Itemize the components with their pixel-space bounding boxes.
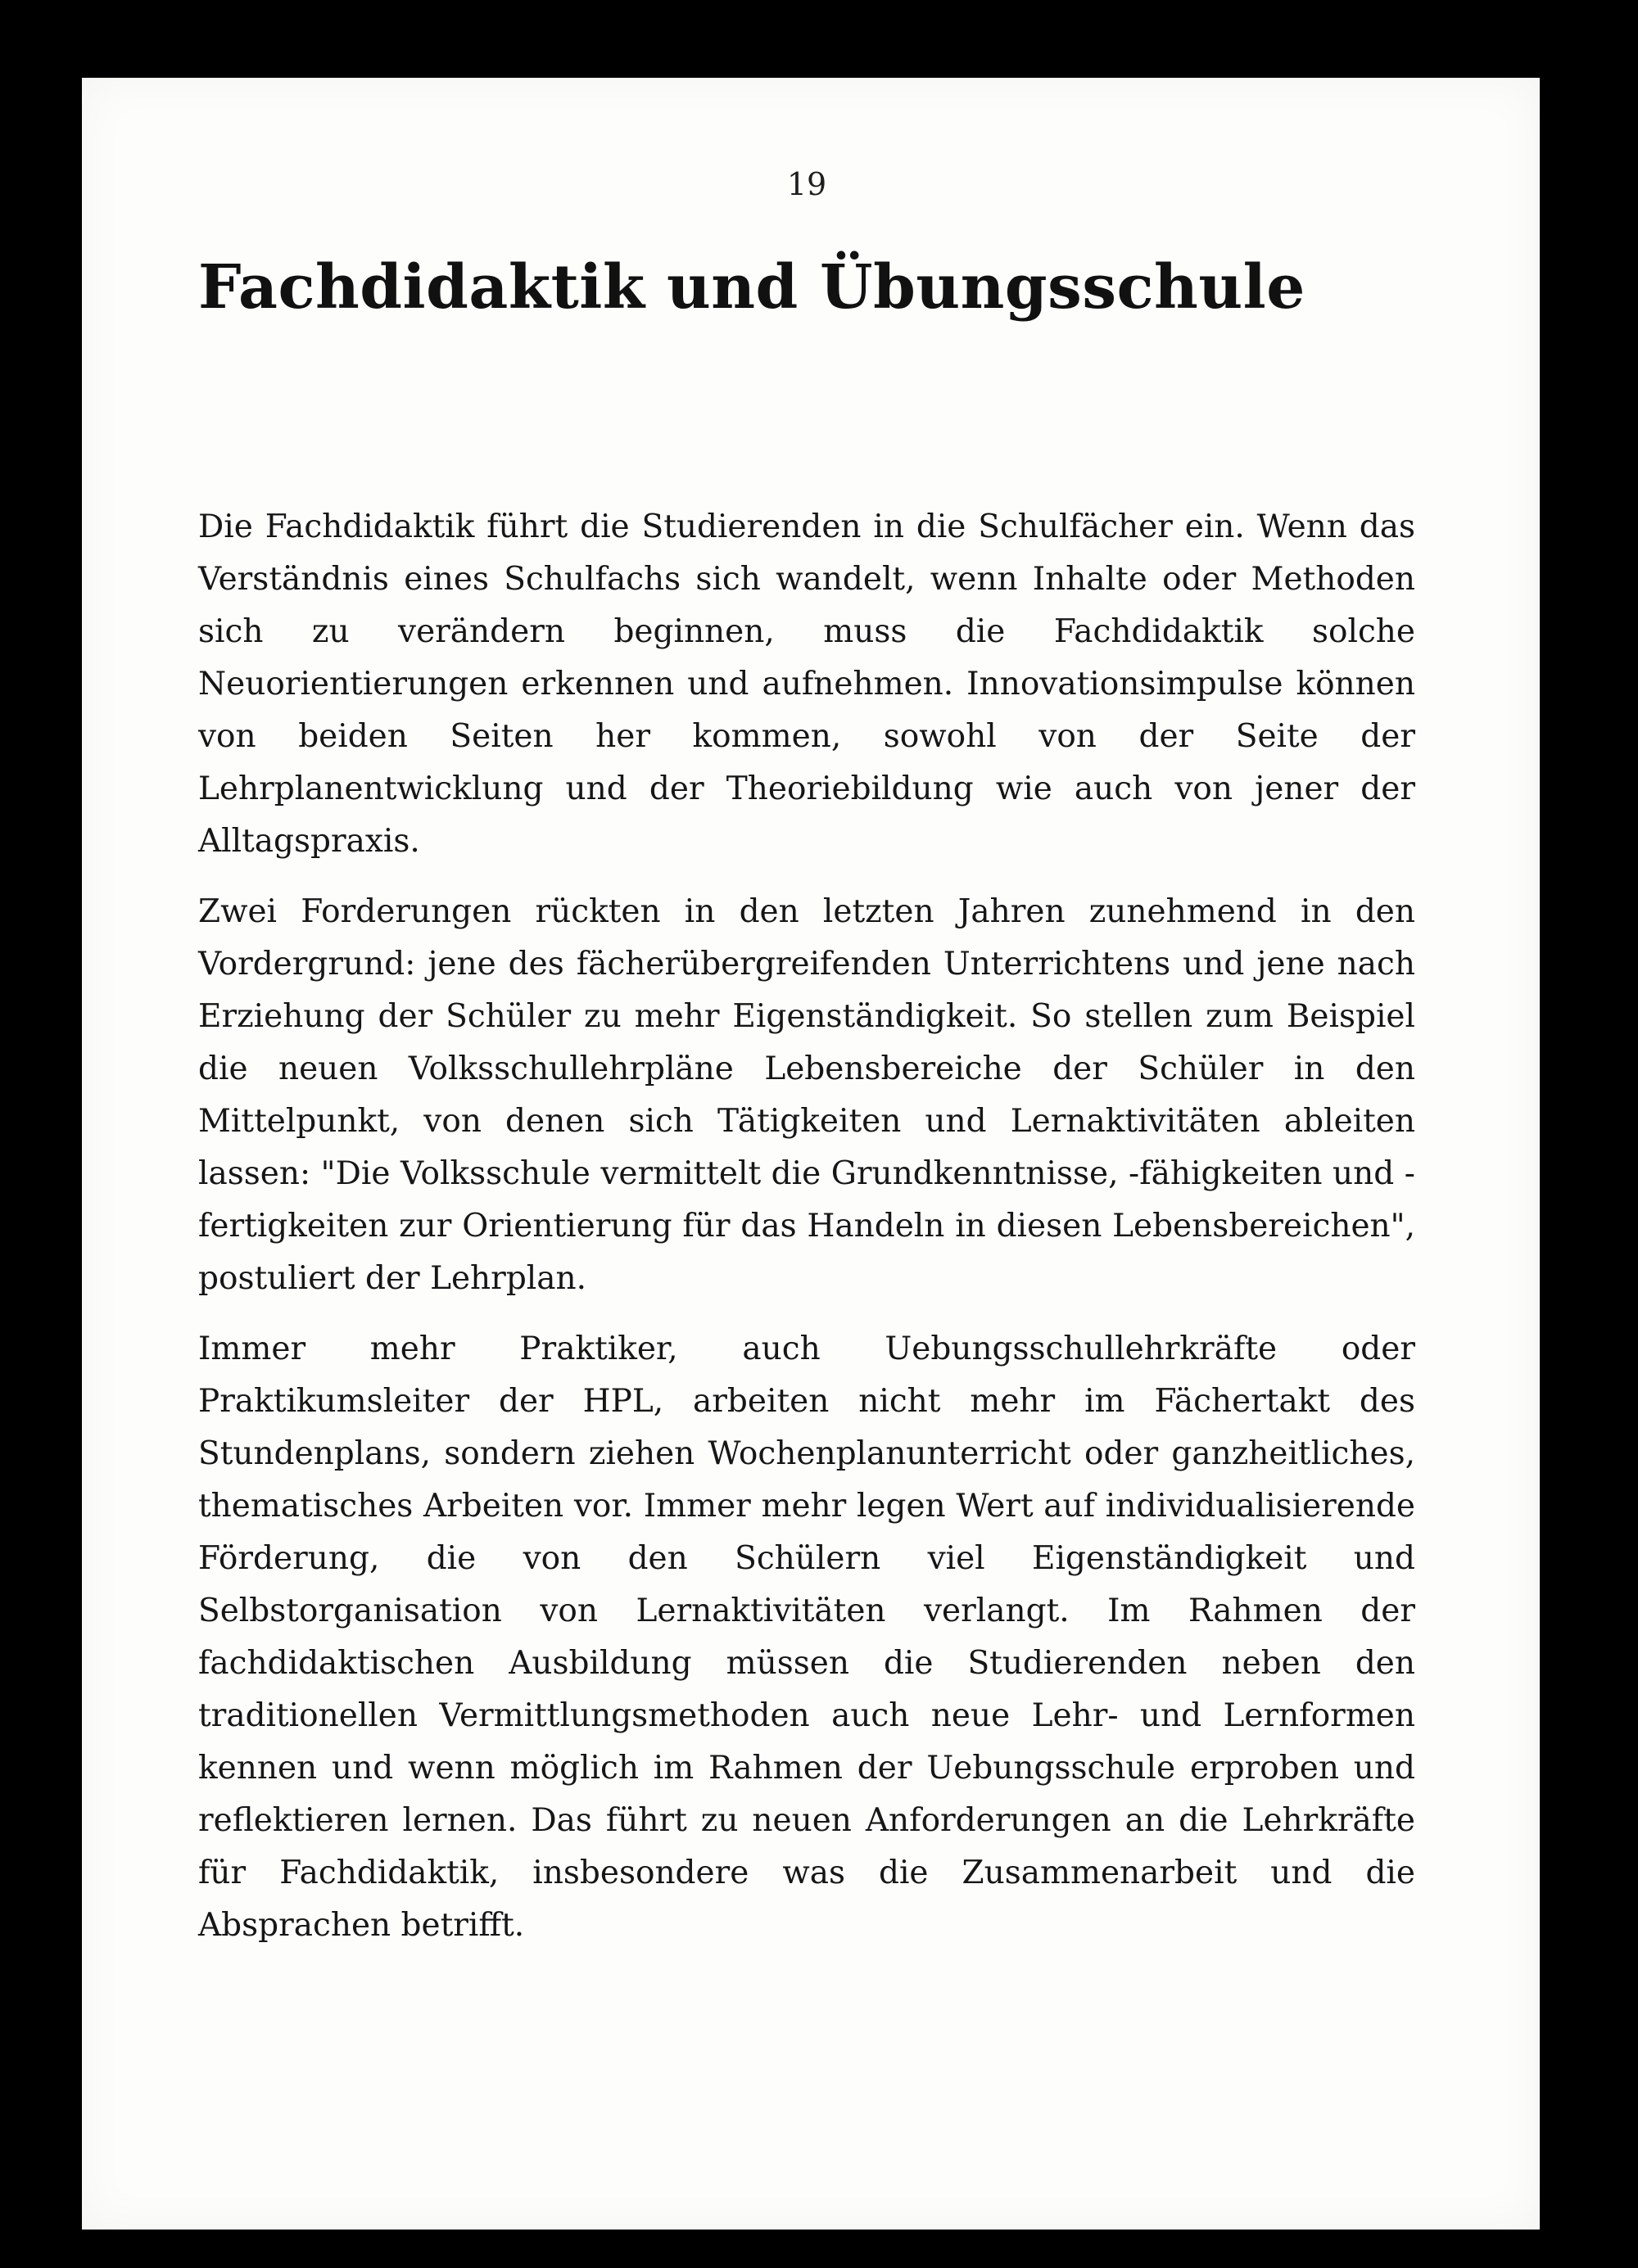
body-text xyxy=(198,501,1415,1952)
paragraph-2: Zwei Forderungen rückten in den letzten Jahren zunehmend in den Vordergrund: jene des fächerübergreifenden Unterrichtens und jene nach Erziehung der Schüler zu mehr Eigenständigkeit. So stellen zum Beispiel die neuen Volksschullehrpläne Lebensbereiche der Schüler in den Mittelpunkt, von denen sich Tätigkeiten und Lernaktivitäten ableiten lassen: "Die Volksschule vermittelt die Grundkenntnisse, -fähigkeiten und -fertigkeiten zur Orientierung für das Handeln in diesen Lebensbereichen", postuliert der Lehrplan. xyxy=(198,893,1415,1298)
paragraph-3: Immer mehr Praktiker, auch Uebungsschullehrkräfte oder Praktikumsleiter der HPL, arbeiten nicht mehr im Fächertakt des Stundenplans, sondern ziehen Wochenplanunterricht oder ganzheitliches, thematisches Arbeiten vor. Immer mehr legen Wert auf individualisierende Förderung, die von den Schülern viel Eigenständigkeit und Selbstorganisation von Lernaktivitäten verlangt. Im Rahmen der fachdidaktischen Ausbildung müssen die Studierenden neben den traditionellen Vermittlungsmethoden auch neue Lehr- und Lernformen kennen und wenn möglich im Rahmen der Uebungsschule erproben und reflektieren lernen. Das führt zu neuen Anforderungen an die Lehrkräfte für Fachdidaktik, insbesondere was die Zusammenarbeit und die Absprachen betrifft. xyxy=(198,1331,1415,1945)
document-page xyxy=(82,78,1540,2230)
paragraph-1: Die Fachdidaktik führt die Studierenden in die Schulfächer ein. Wenn das Verständnis eines Schulfachs sich wandelt, wenn Inhalte oder Methoden sich zu verändern beginnen, muss die Fachdidaktik solche Neuorientierungen erkennen und aufnehmen. Innovationsimpulse können von beiden Seiten her kommen, sowohl von der Seite der Lehrplanentwicklung und der Theoriebildung wie auch von jener der Alltagspraxis. xyxy=(198,508,1415,861)
page-content xyxy=(82,78,1540,1952)
page-title: Fachdidaktik und Übungsschule xyxy=(198,252,1305,323)
page-number: 19 xyxy=(786,166,827,202)
